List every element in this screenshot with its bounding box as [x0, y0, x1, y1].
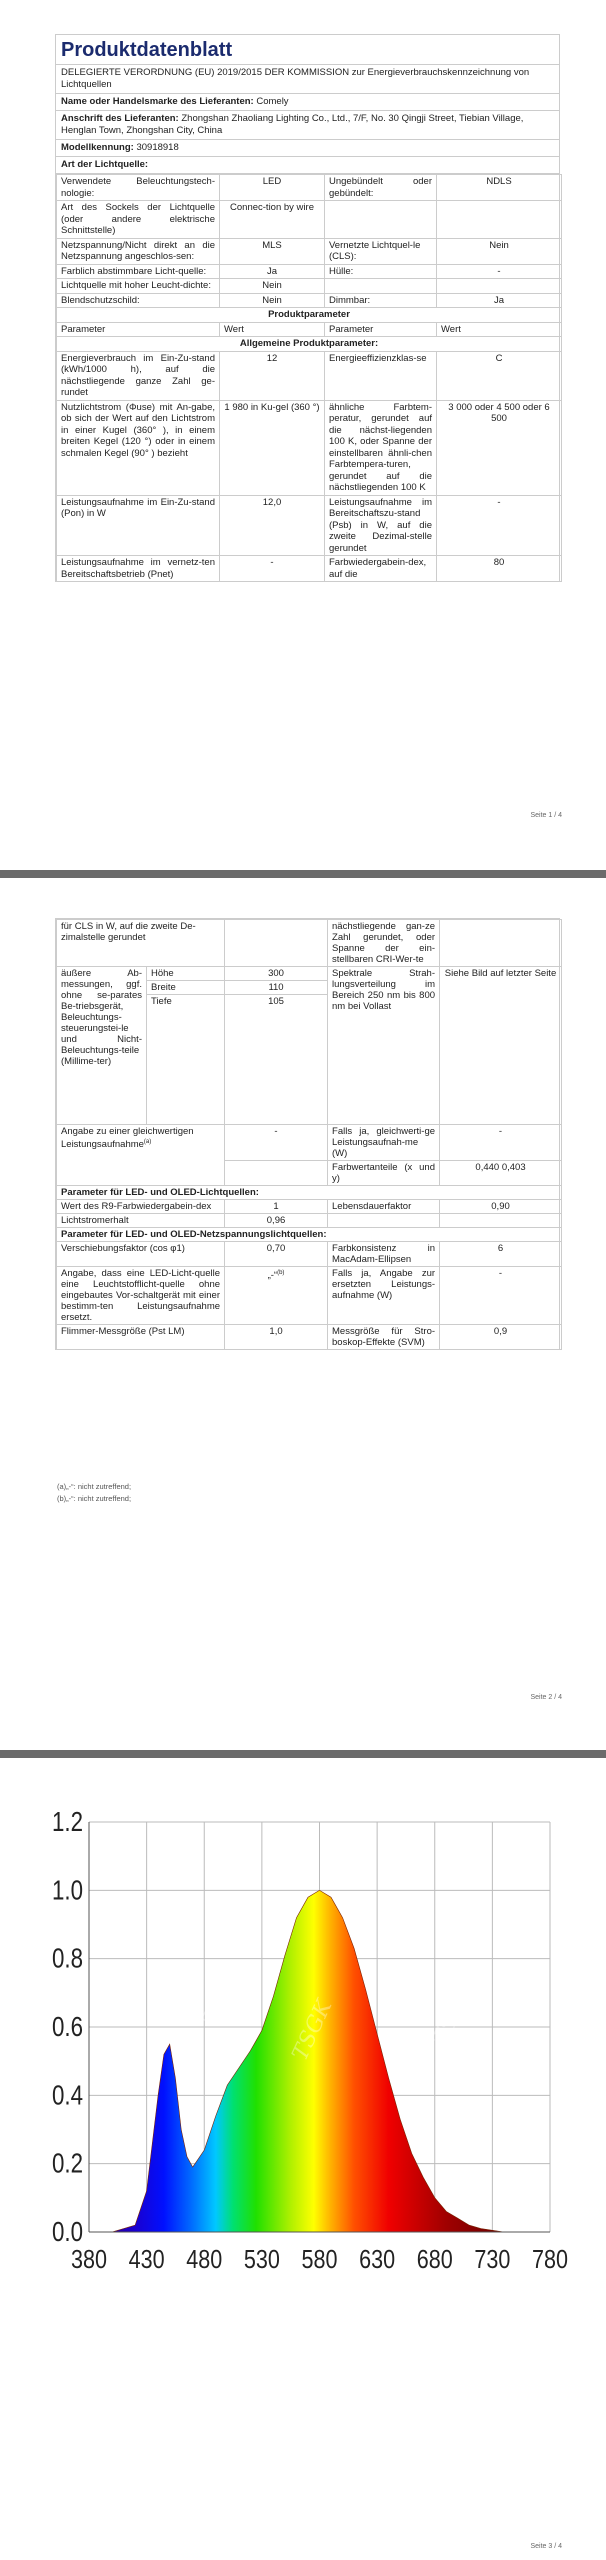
x-tick-label: 730	[474, 2244, 511, 2274]
y-tick-label: 0.4	[52, 2079, 83, 2111]
page-number: Seite 1 / 4	[530, 812, 562, 819]
x-tick-label: 480	[186, 2244, 223, 2274]
page-number: Seite 2 / 4	[530, 1694, 562, 1701]
page-1	[0, 0, 606, 870]
table-row: äußere Ab-messungen, ggf. ohne se-parates Be-triebsgerät, Beleuchtungs-steuerungstei-le und Nicht-Beleuchtungs-teile (Millime-ter) Höhe 300 Spektrale Strah-lungsverteilung im Bereich 250 nm bis 800 nm bei Vollast Siehe Bild auf letzter Seite	[57, 967, 562, 981]
table-row: Energieverbrauch im Ein-Zu-stand (kWh/1000 h), auf die nächstliegende ganze Zahl ge-rundet 12 Energieeffizienzklas-se C	[57, 351, 562, 400]
x-tick-label: 530	[243, 2244, 280, 2274]
table-row: Netzspannung/Nicht direkt an die Netzspannung angeschlos-sen: MLS Vernetzte Lichtquel-le (CLS): Nein	[57, 238, 562, 264]
table-row: Parameter Wert Parameter Wert	[57, 322, 562, 337]
supplier-value: Comely	[256, 96, 289, 107]
spectrum-area	[89, 1890, 550, 2232]
params-table-cont	[56, 919, 562, 1350]
table-row	[57, 337, 562, 352]
page-separator	[0, 1750, 606, 1758]
page-2	[0, 878, 606, 1750]
table-row: Lichtquelle mit hoher Leucht-dichte: Nein	[57, 279, 562, 294]
y-tick-label: 0.0	[52, 2216, 83, 2247]
spectrum-chart	[52, 1806, 568, 2282]
supplier-row	[56, 94, 559, 111]
table-row: Art des Sockels der Lichtquelle (oder andere elektrische Schnittstelle) Connec-tion by wire	[57, 201, 562, 239]
table-row: Farbwertanteile (x und y) 0,440 0,403	[57, 1161, 562, 1186]
table-row: für CLS in W, auf die zweite De-zimalstelle gerundet nächstliegende gan-ze Zahl gerundet, oder Spanne der ein-stellbaren CRI-Wer-te	[57, 920, 562, 967]
watermark-text: TSGK	[427, 1981, 478, 2050]
x-tick-label: 580	[301, 2244, 338, 2274]
x-tick-label: 630	[359, 2244, 396, 2274]
table-row: Farblich abstimmbare Licht-quelle: Ja Hülle: -	[57, 264, 562, 279]
table-row: Lichtstromerhalt 0,96	[57, 1214, 562, 1228]
datasheet-frame	[55, 34, 560, 582]
x-tick-label: 680	[416, 2244, 453, 2274]
dimensions-label: äußere Ab-messungen, ggf. ohne se-parates Be-triebsgerät, Beleuchtungs-steuerungstei-le und Nicht-Beleuchtungs-teile (Millime-ter)	[57, 967, 147, 1125]
table-row	[57, 308, 562, 323]
model-label: Modellkennung:	[61, 142, 134, 153]
table-row: Blendschutzschild: Nein Dimmbar: Ja	[57, 293, 562, 308]
watermark-text: TSGK	[287, 1996, 338, 2065]
datasheet-frame	[55, 918, 560, 1350]
table-row: Nutzlichtstrom (Φuse) mit An-gabe, ob sich der Wert auf den Lichtstrom in einer Kugel (360° ), in einem breiten Kegel (120 °) oder in einem schmalen Kegel (90° ) bezieht 1 980 in Ku-gel (360 °) ähnliche Farbtem-peratur, gerundet auf die nächst-liegenden 100 K, oder Spanne der einstellbaren ähnli-chen Farbtempera-turen, gerundet auf die nächstliegenden 100 K 3 000 oder 4 500 oder 6 500	[57, 400, 562, 495]
footnotes	[57, 1481, 131, 1505]
table-row	[57, 1228, 562, 1242]
address-label: Anschrift des Lieferanten:	[61, 113, 179, 124]
led-header: Parameter für LED- und OLED-Lichtquellen:	[57, 1186, 562, 1200]
y-tick-label: 0.8	[52, 1942, 83, 1974]
y-tick-label: 1.2	[52, 1806, 83, 1837]
y-tick-label: 0.6	[52, 2011, 83, 2042]
table-row: Verschiebungsfaktor (cos φ1) 0,70 Farbkonsistenz in MacAdam-Ellipsen 6	[57, 1242, 562, 1267]
page-title: Produktdatenblatt	[56, 35, 559, 65]
table-row: Breite 110	[57, 981, 562, 995]
params-header: Produktparameter	[57, 308, 562, 323]
type-table	[56, 174, 562, 582]
table-row: Flimmer-Messgröße (Pst LM) 1,0 Messgröße für Stro-boskop-Effekte (SVM) 0,9	[57, 1325, 562, 1350]
watermark-text: TSGK	[197, 1961, 248, 2030]
page-number: Seite 3 / 4	[530, 2543, 562, 2550]
page-separator	[0, 870, 606, 878]
table-row: Verwendete Beleuchtungstech-nologie: LED Ungebündelt oder gebündelt: NDLS	[57, 175, 562, 201]
regulation-text: DELEGIERTE VERORDNUNG (EU) 2019/2015 DER KOMMISSION zur Energieverbrauchskennzeichnung von Lichtquellen	[56, 65, 559, 94]
address-row	[56, 111, 559, 140]
x-tick-label: 780	[532, 2244, 568, 2274]
type-header: Art der Lichtquelle:	[56, 157, 559, 174]
table-row: Tiefe 105	[57, 995, 562, 1125]
table-row: Wert des R9-Farbwiedergabein-dex 1 Lebensdauerfaktor 0,90	[57, 1200, 562, 1214]
footnote-b: (b)„-“: nicht zutreffend;	[57, 1494, 132, 1503]
supplier-label: Name oder Handelsmarke des Lieferanten:	[61, 96, 254, 107]
footnote-a: (a)„-“: nicht zutreffend;	[57, 1482, 132, 1491]
x-tick-label: 430	[128, 2244, 165, 2274]
y-tick-label: 0.2	[52, 2147, 83, 2179]
model-row	[56, 140, 559, 157]
address-value: Zhongshan Zhaoliang Lighting Co., Ltd., 7/F, No. 30 Qingji Street, Tiebian Village, Henglan Town, Zhongshan City, China	[61, 113, 524, 136]
table-row: Leistungsaufnahme im Ein-Zu-stand (Pon) in W 12,0 Leistungsaufnahme im Bereitschaftszu-stand (Psb) in W, auf die zweite Dezimal-stelle gerundet -	[57, 495, 562, 556]
model-value: 30918918	[136, 142, 179, 153]
mains-header: Parameter für LED- und OLED-Netzspannungslichtquellen:	[57, 1228, 562, 1242]
y-tick-label: 1.0	[52, 1874, 83, 1906]
table-row: Angabe zu einer gleichwertigen Leistungsaufnahme$^{(a)}$ - Falls ja, gleichwerti-ge Leistungsaufnah-me (W) -	[57, 1125, 562, 1161]
x-tick-label: 380	[71, 2244, 107, 2274]
table-row	[57, 1186, 562, 1200]
table-row: Leistungsaufnahme im vernetz-ten Bereitschaftsbetrieb (Pnet) - Farbwiedergabein-dex, auf die 80	[57, 556, 562, 582]
table-row: Angabe, dass eine LED-Licht-quelle eine Leuchtstofflicht-quelle ohne eingebautes Vor-schaltgerät mit einer bestimm-ten Leistungsaufnahme ersetzt. „-“$^{(b)}$ Falls ja, Angabe zur ersetzten Leistungs-aufnahme (W) -	[57, 1267, 562, 1325]
general-header: Allgemeine Produktparameter:	[57, 337, 562, 352]
